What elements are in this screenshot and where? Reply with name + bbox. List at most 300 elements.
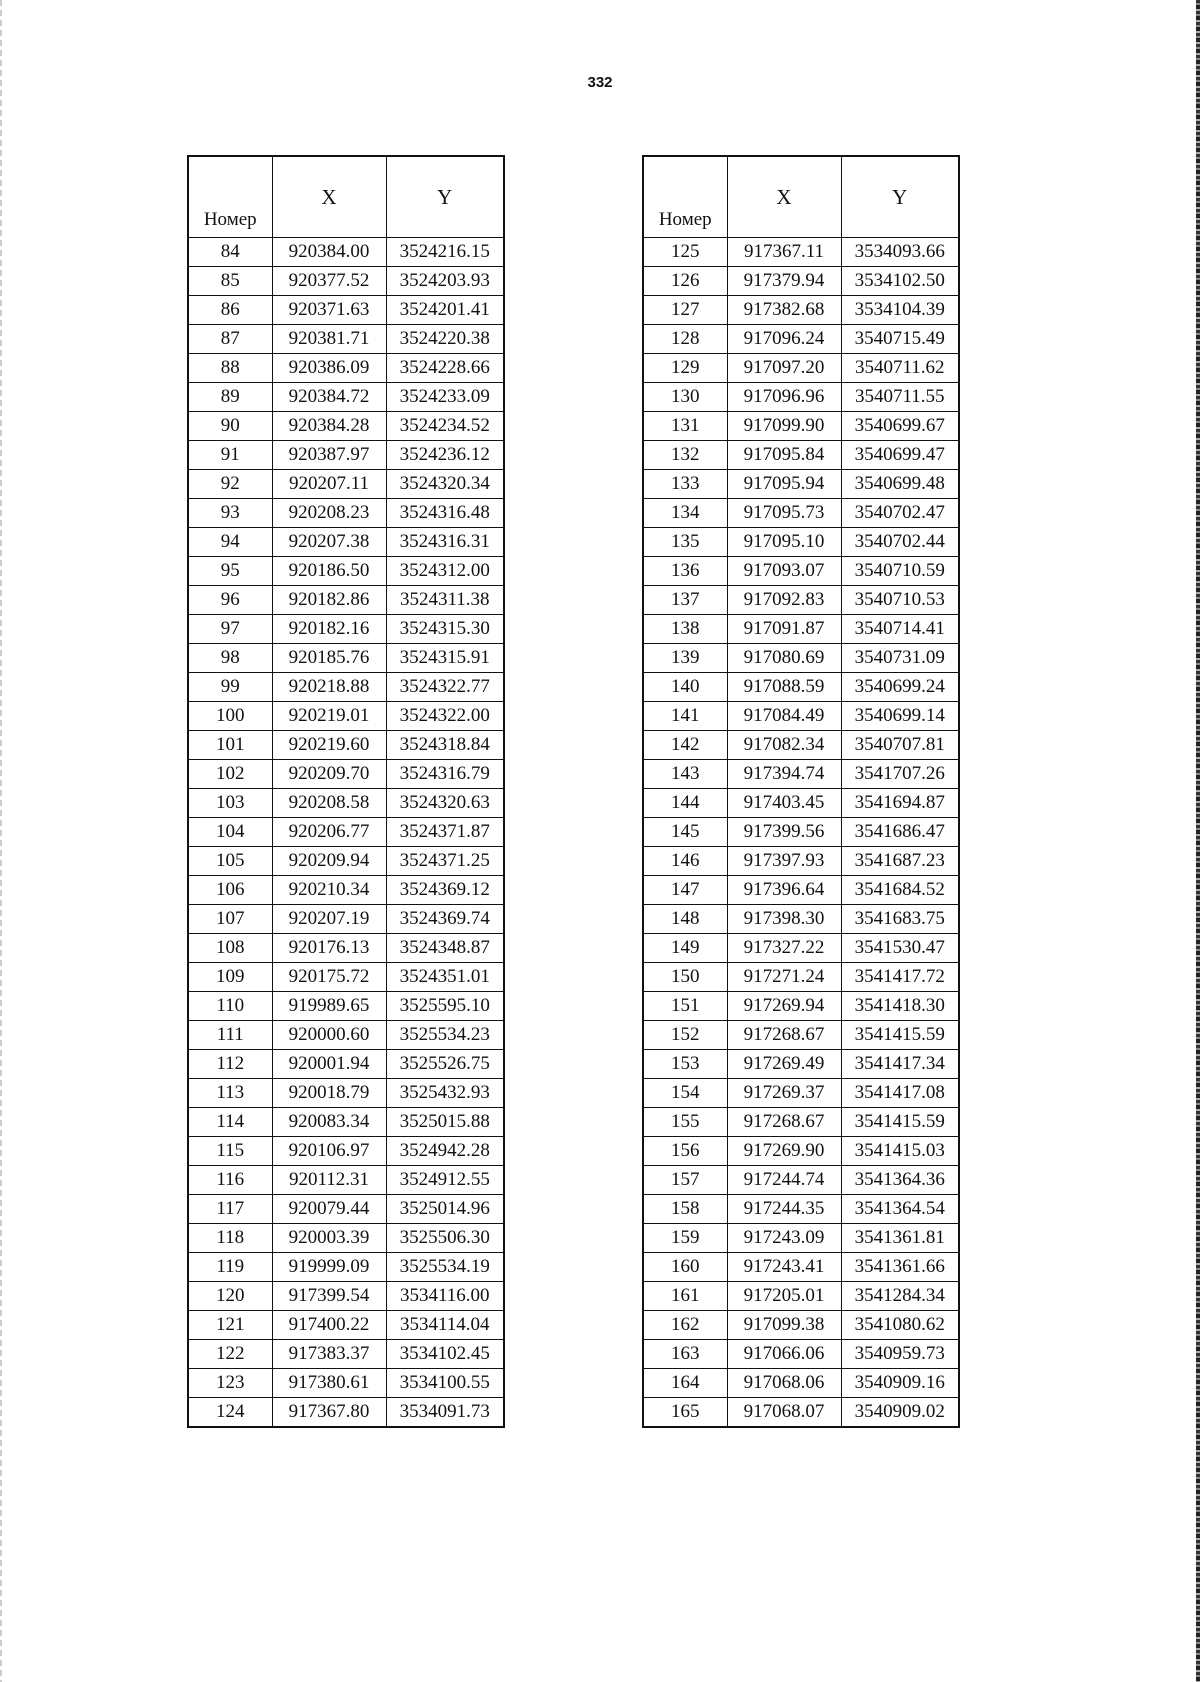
table-row [188, 1340, 504, 1369]
table-row [188, 1195, 504, 1224]
table-row [643, 383, 959, 412]
cell-number: 118 [188, 1224, 272, 1253]
cell-y: 3524312.00 [386, 557, 504, 586]
cell-number: 107 [188, 905, 272, 934]
table-row [643, 470, 959, 499]
cell-number: 97 [188, 615, 272, 644]
table-row [188, 1282, 504, 1311]
cell-y: 3525595.10 [386, 992, 504, 1021]
cell-x: 920018.79 [272, 1079, 386, 1108]
cell-number: 127 [643, 296, 727, 325]
cell-number: 124 [188, 1398, 272, 1428]
table-row [643, 876, 959, 905]
cell-number: 136 [643, 557, 727, 586]
cell-x: 920112.31 [272, 1166, 386, 1195]
cell-x: 920386.09 [272, 354, 386, 383]
table-row [643, 702, 959, 731]
cell-y: 3524320.63 [386, 789, 504, 818]
cell-y: 3525526.75 [386, 1050, 504, 1079]
page-number: 332 [587, 74, 613, 91]
cell-x: 917367.80 [272, 1398, 386, 1428]
cell-number: 126 [643, 267, 727, 296]
cell-number: 138 [643, 615, 727, 644]
table-row [643, 644, 959, 673]
table-row [188, 673, 504, 702]
cell-y: 3540710.59 [841, 557, 959, 586]
cell-y: 3540714.41 [841, 615, 959, 644]
cell-x: 920207.38 [272, 528, 386, 557]
cell-x: 920384.72 [272, 383, 386, 412]
cell-number: 164 [643, 1369, 727, 1398]
cell-y: 3524315.91 [386, 644, 504, 673]
cell-number: 137 [643, 586, 727, 615]
table-header-row [188, 156, 504, 238]
table-row [643, 354, 959, 383]
column-header-y: Y [386, 156, 504, 238]
cell-x: 917097.20 [727, 354, 841, 383]
cell-x: 920206.77 [272, 818, 386, 847]
cell-y: 3541080.62 [841, 1311, 959, 1340]
cell-y: 3540959.73 [841, 1340, 959, 1369]
cell-x: 917068.06 [727, 1369, 841, 1398]
column-header-x: X [272, 156, 386, 238]
table-row [188, 847, 504, 876]
cell-x: 917099.38 [727, 1311, 841, 1340]
cell-y: 3540909.16 [841, 1369, 959, 1398]
table-row [188, 238, 504, 267]
cell-number: 102 [188, 760, 272, 789]
cell-x: 919989.65 [272, 992, 386, 1021]
cell-number: 120 [188, 1282, 272, 1311]
cell-y: 3524220.38 [386, 325, 504, 354]
table-row [643, 1340, 959, 1369]
cell-number: 134 [643, 499, 727, 528]
cell-y: 3541417.34 [841, 1050, 959, 1079]
table-row [188, 412, 504, 441]
table-row [643, 760, 959, 789]
scan-edge-left [0, 0, 2, 1682]
cell-number: 96 [188, 586, 272, 615]
cell-x: 917268.67 [727, 1108, 841, 1137]
cell-number: 95 [188, 557, 272, 586]
cell-y: 3541707.26 [841, 760, 959, 789]
table-row [643, 528, 959, 557]
cell-number: 148 [643, 905, 727, 934]
cell-number: 113 [188, 1079, 272, 1108]
cell-number: 145 [643, 818, 727, 847]
table-row [188, 586, 504, 615]
cell-y: 3524216.15 [386, 238, 504, 267]
table-row [643, 499, 959, 528]
table-row [643, 325, 959, 354]
table-row [643, 1050, 959, 1079]
cell-x: 920219.01 [272, 702, 386, 731]
cell-y: 3541686.47 [841, 818, 959, 847]
cell-x: 917399.54 [272, 1282, 386, 1311]
cell-number: 131 [643, 412, 727, 441]
table-row [643, 441, 959, 470]
cell-number: 85 [188, 267, 272, 296]
cell-x: 920209.94 [272, 847, 386, 876]
table-header-row [643, 156, 959, 238]
cell-number: 103 [188, 789, 272, 818]
cell-x: 917269.49 [727, 1050, 841, 1079]
cell-y: 3524322.77 [386, 673, 504, 702]
cell-y: 3524351.01 [386, 963, 504, 992]
cell-number: 162 [643, 1311, 727, 1340]
cell-x: 917394.74 [727, 760, 841, 789]
cell-number: 122 [188, 1340, 272, 1369]
table-row [188, 1253, 504, 1282]
cell-x: 917093.07 [727, 557, 841, 586]
cell-number: 154 [643, 1079, 727, 1108]
cell-y: 3541530.47 [841, 934, 959, 963]
table-row [643, 1369, 959, 1398]
cell-y: 3524233.09 [386, 383, 504, 412]
cell-y: 3534102.45 [386, 1340, 504, 1369]
cell-y: 3525015.88 [386, 1108, 504, 1137]
cell-y: 3541415.59 [841, 1108, 959, 1137]
cell-number: 104 [188, 818, 272, 847]
coordinates-table-left [187, 155, 505, 1428]
cell-y: 3540702.47 [841, 499, 959, 528]
table-row [188, 992, 504, 1021]
cell-number: 84 [188, 238, 272, 267]
cell-y: 3540699.47 [841, 441, 959, 470]
cell-number: 128 [643, 325, 727, 354]
cell-x: 917243.41 [727, 1253, 841, 1282]
cell-number: 149 [643, 934, 727, 963]
cell-y: 3540711.62 [841, 354, 959, 383]
table-row [188, 1311, 504, 1340]
table-row [188, 818, 504, 847]
cell-number: 111 [188, 1021, 272, 1050]
cell-number: 88 [188, 354, 272, 383]
cell-x: 917091.87 [727, 615, 841, 644]
table-row [643, 412, 959, 441]
cell-x: 917095.84 [727, 441, 841, 470]
cell-y: 3541694.87 [841, 789, 959, 818]
table-row [643, 267, 959, 296]
table-row [188, 760, 504, 789]
cell-x: 920207.19 [272, 905, 386, 934]
cell-x: 920384.00 [272, 238, 386, 267]
cell-x: 917398.30 [727, 905, 841, 934]
scan-edge-right [1196, 0, 1200, 1682]
cell-y: 3541361.81 [841, 1224, 959, 1253]
cell-number: 116 [188, 1166, 272, 1195]
cell-number: 144 [643, 789, 727, 818]
cell-y: 3524236.12 [386, 441, 504, 470]
cell-number: 165 [643, 1398, 727, 1428]
cell-y: 3524311.38 [386, 586, 504, 615]
table-row [643, 557, 959, 586]
cell-x: 920387.97 [272, 441, 386, 470]
cell-x: 920377.52 [272, 267, 386, 296]
cell-x: 920218.88 [272, 673, 386, 702]
cell-number: 125 [643, 238, 727, 267]
cell-x: 920371.63 [272, 296, 386, 325]
cell-number: 146 [643, 847, 727, 876]
cell-x: 917400.22 [272, 1311, 386, 1340]
cell-x: 917379.94 [727, 267, 841, 296]
cell-number: 123 [188, 1369, 272, 1398]
cell-x: 917367.11 [727, 238, 841, 267]
cell-number: 106 [188, 876, 272, 905]
cell-number: 142 [643, 731, 727, 760]
cell-y: 3540731.09 [841, 644, 959, 673]
table-row [643, 1021, 959, 1050]
cell-x: 920209.70 [272, 760, 386, 789]
table-row [643, 847, 959, 876]
cell-x: 917066.06 [727, 1340, 841, 1369]
cell-x: 920001.94 [272, 1050, 386, 1079]
cell-number: 91 [188, 441, 272, 470]
cell-number: 153 [643, 1050, 727, 1079]
cell-y: 3541361.66 [841, 1253, 959, 1282]
cell-number: 152 [643, 1021, 727, 1050]
cell-number: 110 [188, 992, 272, 1021]
cell-x: 917271.24 [727, 963, 841, 992]
cell-number: 108 [188, 934, 272, 963]
cell-number: 87 [188, 325, 272, 354]
cell-y: 3525534.23 [386, 1021, 504, 1050]
table-row [643, 1398, 959, 1428]
cell-x: 917092.83 [727, 586, 841, 615]
cell-y: 3524315.30 [386, 615, 504, 644]
cell-y: 3524203.93 [386, 267, 504, 296]
cell-y: 3541417.08 [841, 1079, 959, 1108]
cell-number: 159 [643, 1224, 727, 1253]
table-row [188, 1224, 504, 1253]
cell-x: 917268.67 [727, 1021, 841, 1050]
cell-y: 3541415.59 [841, 1021, 959, 1050]
cell-y: 3541684.52 [841, 876, 959, 905]
cell-y: 3524371.87 [386, 818, 504, 847]
cell-y: 3534114.04 [386, 1311, 504, 1340]
table-row [643, 789, 959, 818]
cell-number: 157 [643, 1166, 727, 1195]
cell-x: 917269.90 [727, 1137, 841, 1166]
table-row [643, 963, 959, 992]
cell-number: 141 [643, 702, 727, 731]
cell-x: 917383.37 [272, 1340, 386, 1369]
cell-x: 920186.50 [272, 557, 386, 586]
cell-number: 133 [643, 470, 727, 499]
table-row [188, 934, 504, 963]
cell-number: 143 [643, 760, 727, 789]
table-row [643, 615, 959, 644]
cell-x: 917096.24 [727, 325, 841, 354]
cell-number: 140 [643, 673, 727, 702]
cell-y: 3524320.34 [386, 470, 504, 499]
table-row [188, 383, 504, 412]
cell-number: 135 [643, 528, 727, 557]
cell-x: 917396.64 [727, 876, 841, 905]
cell-number: 150 [643, 963, 727, 992]
cell-y: 3540715.49 [841, 325, 959, 354]
cell-x: 920208.58 [272, 789, 386, 818]
cell-y: 3524942.28 [386, 1137, 504, 1166]
cell-x: 917397.93 [727, 847, 841, 876]
cell-x: 917084.49 [727, 702, 841, 731]
table-row [188, 615, 504, 644]
cell-y: 3534116.00 [386, 1282, 504, 1311]
cell-number: 115 [188, 1137, 272, 1166]
table-row [643, 992, 959, 1021]
table-row [643, 1137, 959, 1166]
cell-y: 3524234.52 [386, 412, 504, 441]
table-row [643, 673, 959, 702]
cell-y: 3525506.30 [386, 1224, 504, 1253]
cell-x: 920000.60 [272, 1021, 386, 1050]
column-header-y: Y [841, 156, 959, 238]
cell-y: 3524369.74 [386, 905, 504, 934]
cell-y: 3524318.84 [386, 731, 504, 760]
cell-y: 3524348.87 [386, 934, 504, 963]
cell-y: 3524228.66 [386, 354, 504, 383]
cell-number: 163 [643, 1340, 727, 1369]
table-row [188, 1398, 504, 1428]
table-row [188, 354, 504, 383]
cell-x: 917269.37 [727, 1079, 841, 1108]
cell-x: 920106.97 [272, 1137, 386, 1166]
cell-x: 917399.56 [727, 818, 841, 847]
cell-y: 3540707.81 [841, 731, 959, 760]
column-header-number: Номер [643, 156, 727, 238]
cell-number: 161 [643, 1282, 727, 1311]
cell-y: 3524316.79 [386, 760, 504, 789]
table-row [188, 528, 504, 557]
cell-x: 917088.59 [727, 673, 841, 702]
cell-x: 920381.71 [272, 325, 386, 354]
cell-y: 3524369.12 [386, 876, 504, 905]
cell-number: 114 [188, 1108, 272, 1137]
table-row [188, 876, 504, 905]
cell-x: 920219.60 [272, 731, 386, 760]
cell-x: 917244.74 [727, 1166, 841, 1195]
coordinates-table-right [642, 155, 960, 1428]
cell-x: 917244.35 [727, 1195, 841, 1224]
cell-number: 112 [188, 1050, 272, 1079]
cell-x: 917095.94 [727, 470, 841, 499]
cell-number: 100 [188, 702, 272, 731]
cell-number: 160 [643, 1253, 727, 1282]
cell-y: 3524912.55 [386, 1166, 504, 1195]
cell-y: 3540699.48 [841, 470, 959, 499]
cell-y: 3534104.39 [841, 296, 959, 325]
table-row [643, 1195, 959, 1224]
cell-y: 3524371.25 [386, 847, 504, 876]
cell-y: 3541417.72 [841, 963, 959, 992]
column-header-number: Номер [188, 156, 272, 238]
cell-x: 920176.13 [272, 934, 386, 963]
table-row [188, 1369, 504, 1398]
table-row [643, 1079, 959, 1108]
cell-number: 156 [643, 1137, 727, 1166]
cell-y: 3541284.34 [841, 1282, 959, 1311]
cell-x: 920185.76 [272, 644, 386, 673]
cell-y: 3525534.19 [386, 1253, 504, 1282]
cell-x: 919999.09 [272, 1253, 386, 1282]
table-row [643, 934, 959, 963]
cell-x: 917205.01 [727, 1282, 841, 1311]
cell-y: 3534093.66 [841, 238, 959, 267]
cell-x: 920207.11 [272, 470, 386, 499]
cell-x: 920384.28 [272, 412, 386, 441]
cell-number: 119 [188, 1253, 272, 1282]
table-row [188, 1166, 504, 1195]
table-row [643, 1253, 959, 1282]
table-row [188, 1050, 504, 1079]
table-row [188, 296, 504, 325]
table-row [188, 1108, 504, 1137]
cell-number: 86 [188, 296, 272, 325]
cell-x: 920182.86 [272, 586, 386, 615]
cell-x: 917080.69 [727, 644, 841, 673]
table-row [188, 731, 504, 760]
cell-number: 129 [643, 354, 727, 383]
cell-y: 3540702.44 [841, 528, 959, 557]
cell-number: 155 [643, 1108, 727, 1137]
table-row [643, 586, 959, 615]
cell-y: 3540699.24 [841, 673, 959, 702]
table-row [188, 702, 504, 731]
cell-x: 920210.34 [272, 876, 386, 905]
cell-y: 3541418.30 [841, 992, 959, 1021]
cell-number: 99 [188, 673, 272, 702]
cell-y: 3525432.93 [386, 1079, 504, 1108]
cell-x: 917095.73 [727, 499, 841, 528]
cell-y: 3534100.55 [386, 1369, 504, 1398]
cell-y: 3524316.31 [386, 528, 504, 557]
table-row [188, 905, 504, 934]
table-row [188, 557, 504, 586]
table-row [643, 905, 959, 934]
cell-x: 917243.09 [727, 1224, 841, 1253]
cell-x: 917327.22 [727, 934, 841, 963]
table-row [188, 470, 504, 499]
table-row [643, 1282, 959, 1311]
table-row [643, 731, 959, 760]
cell-x: 920182.16 [272, 615, 386, 644]
cell-x: 917096.96 [727, 383, 841, 412]
cell-number: 90 [188, 412, 272, 441]
cell-number: 132 [643, 441, 727, 470]
cell-y: 3541687.23 [841, 847, 959, 876]
cell-x: 917095.10 [727, 528, 841, 557]
table-row [643, 1224, 959, 1253]
cell-number: 92 [188, 470, 272, 499]
table-row [643, 1108, 959, 1137]
cell-x: 917099.90 [727, 412, 841, 441]
table-row [188, 267, 504, 296]
table-row [188, 1021, 504, 1050]
cell-x: 917269.94 [727, 992, 841, 1021]
table-row [188, 1079, 504, 1108]
table-row [643, 1311, 959, 1340]
cell-y: 3525014.96 [386, 1195, 504, 1224]
cell-x: 917082.34 [727, 731, 841, 760]
table-row [188, 1137, 504, 1166]
cell-number: 105 [188, 847, 272, 876]
cell-number: 93 [188, 499, 272, 528]
column-header-x: X [727, 156, 841, 238]
cell-y: 3541683.75 [841, 905, 959, 934]
cell-number: 89 [188, 383, 272, 412]
cell-x: 920079.44 [272, 1195, 386, 1224]
cell-x: 920083.34 [272, 1108, 386, 1137]
